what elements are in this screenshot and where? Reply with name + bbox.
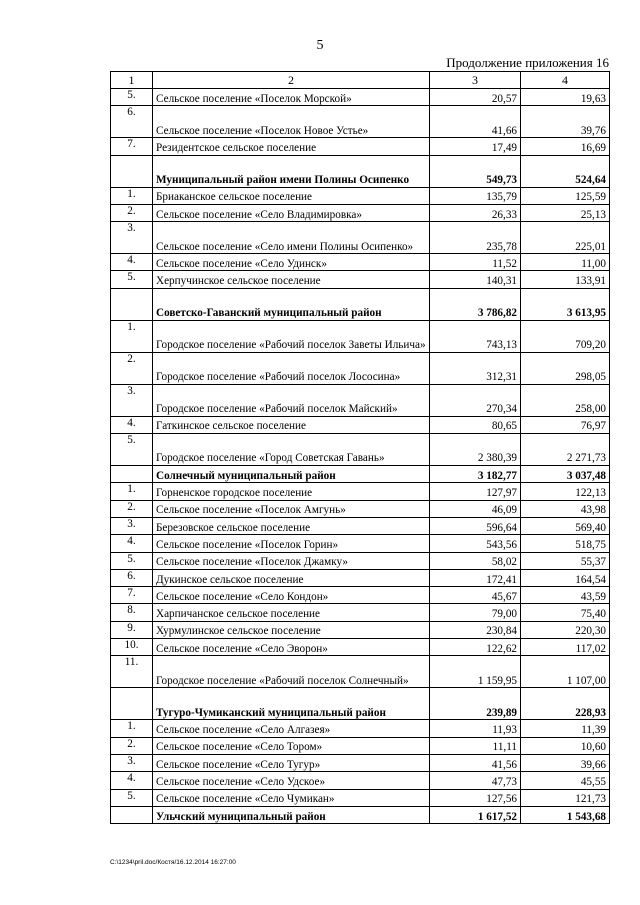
row-value-col4: 45,55 — [521, 772, 610, 789]
row-name: Сельское поселение «Село Алгазея» — [153, 720, 430, 737]
table-row — [111, 639, 610, 656]
table-row — [111, 352, 610, 384]
row-value-col4: 524,64 — [521, 155, 610, 187]
row-value-col3: 1 617,52 — [430, 806, 521, 823]
row-name: Сельское поселение «Поселок Новое Устье» — [153, 106, 430, 138]
row-value-col4: 133,91 — [521, 271, 610, 288]
table-row — [111, 789, 610, 806]
row-value-col3: 41,56 — [430, 754, 521, 771]
row-number: 1. — [111, 483, 153, 500]
row-value-col4: 518,75 — [521, 535, 610, 552]
footer-file-path: C:\1234\pril.doc/Костя/16.12.2014 16:27:00 — [110, 859, 236, 866]
row-name: Горненское городское поселение — [153, 483, 430, 500]
row-number — [111, 288, 153, 320]
row-number: 8. — [111, 604, 153, 621]
row-number: 5. — [111, 89, 153, 106]
row-value-col4: 3 613,95 — [521, 288, 610, 320]
row-value-col4: 228,93 — [521, 688, 610, 720]
row-name: Советско-Гаванский муниципальный район — [153, 288, 430, 320]
row-number: 5. — [111, 552, 153, 569]
row-value-col4: 25,13 — [521, 204, 610, 221]
row-name: Городское поселение «Город Советская Гавань» — [153, 434, 430, 466]
row-value-col4: 220,30 — [521, 621, 610, 638]
row-number: 2. — [111, 737, 153, 754]
row-number: 3. — [111, 222, 153, 254]
row-value-col4: 1 107,00 — [521, 656, 610, 688]
row-value-col4: 3 037,48 — [521, 466, 610, 483]
row-name: Сельское поселение «Село имени Полины Осипенко» — [153, 222, 430, 254]
row-name: Сельское поселение «Село Удское» — [153, 772, 430, 789]
row-value-col3: 3 182,77 — [430, 466, 521, 483]
table-row — [111, 535, 610, 552]
row-value-col3: 596,64 — [430, 517, 521, 534]
row-value-col4: 39,76 — [521, 106, 610, 138]
row-value-col3: 127,56 — [430, 789, 521, 806]
row-value-col4: 164,54 — [521, 569, 610, 586]
row-number: 2. — [111, 500, 153, 517]
row-number: 7. — [111, 587, 153, 604]
row-value-col3: 122,62 — [430, 639, 521, 656]
table-header-row — [111, 72, 610, 89]
row-value-col3: 140,31 — [430, 271, 521, 288]
row-value-col4: 16,69 — [521, 138, 610, 155]
table-row — [111, 187, 610, 204]
row-value-col3: 17,49 — [430, 138, 521, 155]
row-name: Гаткинское сельское поселение — [153, 416, 430, 433]
row-name: Бриаканское сельское поселение — [153, 187, 430, 204]
row-number: 3. — [111, 754, 153, 771]
row-number: 2. — [111, 204, 153, 221]
row-value-col4: 10,60 — [521, 737, 610, 754]
row-value-col3: 11,52 — [430, 254, 521, 271]
row-number: 1. — [111, 720, 153, 737]
row-number: 6. — [111, 106, 153, 138]
header-col-3: 3 — [430, 72, 521, 89]
row-name: Городское поселение «Рабочий поселок Солнечный» — [153, 656, 430, 688]
row-value-col3: 46,09 — [430, 500, 521, 517]
row-name: Сельское поселение «Село Тором» — [153, 737, 430, 754]
table-row — [111, 483, 610, 500]
row-name: Городское поселение «Рабочий поселок Лососина» — [153, 352, 430, 384]
row-value-col4: 39,66 — [521, 754, 610, 771]
row-value-col4: 55,37 — [521, 552, 610, 569]
row-value-col3: 135,79 — [430, 187, 521, 204]
row-value-col3: 79,00 — [430, 604, 521, 621]
data-table — [110, 71, 610, 824]
table-row — [111, 569, 610, 586]
page-number: 5 — [316, 38, 324, 53]
table-row — [111, 254, 610, 271]
row-value-col3: 270,34 — [430, 384, 521, 416]
table-row — [111, 384, 610, 416]
row-name: Березовское сельское поселение — [153, 517, 430, 534]
table-row — [111, 754, 610, 771]
table-row — [111, 587, 610, 604]
table-row — [111, 604, 610, 621]
row-value-col3: 230,84 — [430, 621, 521, 638]
row-value-col3: 20,57 — [430, 89, 521, 106]
table-row — [111, 434, 610, 466]
row-name: Солнечный муниципальный район — [153, 466, 430, 483]
table-row — [111, 656, 610, 688]
row-value-col4: 11,39 — [521, 720, 610, 737]
row-value-col3: 47,73 — [430, 772, 521, 789]
table-row — [111, 517, 610, 534]
row-name: Сельское поселение «Поселок Джамку» — [153, 552, 430, 569]
row-number — [111, 466, 153, 483]
row-number: 4. — [111, 535, 153, 552]
row-name: Городское поселение «Рабочий поселок Заветы Ильича» — [153, 320, 430, 352]
row-number: 5. — [111, 271, 153, 288]
row-number: 5. — [111, 789, 153, 806]
table-row — [111, 204, 610, 221]
row-number: 1. — [111, 320, 153, 352]
table-row — [111, 621, 610, 638]
row-name: Резидентское сельское поселение — [153, 138, 430, 155]
row-value-col4: 19,63 — [521, 89, 610, 106]
row-value-col4: 117,02 — [521, 639, 610, 656]
table-row — [111, 772, 610, 789]
row-number: 9. — [111, 621, 153, 638]
table-row-district — [111, 806, 610, 823]
row-value-col3: 58,02 — [430, 552, 521, 569]
row-value-col4: 258,00 — [521, 384, 610, 416]
row-value-col4: 569,40 — [521, 517, 610, 534]
table-row — [111, 106, 610, 138]
row-value-col3: 1 159,95 — [430, 656, 521, 688]
table-row-district — [111, 288, 610, 320]
row-name: Херпучинское сельское поселение — [153, 271, 430, 288]
row-value-col4: 125,59 — [521, 187, 610, 204]
row-value-col4: 225,01 — [521, 222, 610, 254]
row-value-col3: 239,89 — [430, 688, 521, 720]
row-name: Харпичанское сельское поселение — [153, 604, 430, 621]
table-row-district — [111, 466, 610, 483]
row-value-col4: 122,13 — [521, 483, 610, 500]
table-row — [111, 500, 610, 517]
row-number: 3. — [111, 384, 153, 416]
row-value-col3: 743,13 — [430, 320, 521, 352]
row-number — [111, 155, 153, 187]
row-value-col4: 43,59 — [521, 587, 610, 604]
table-row — [111, 320, 610, 352]
row-value-col4: 121,73 — [521, 789, 610, 806]
row-name: Дукинское сельское поселение — [153, 569, 430, 586]
row-number: 2. — [111, 352, 153, 384]
row-value-col3: 543,56 — [430, 535, 521, 552]
table-row — [111, 89, 610, 106]
table-row — [111, 271, 610, 288]
header-col-4: 4 — [521, 72, 610, 89]
row-name: Сельское поселение «Село Тугур» — [153, 754, 430, 771]
table-row-district — [111, 155, 610, 187]
row-value-col4: 1 543,68 — [521, 806, 610, 823]
row-number: 4. — [111, 254, 153, 271]
header-col-1: 1 — [111, 72, 153, 89]
row-value-col3: 549,73 — [430, 155, 521, 187]
row-name: Сельское поселение «Село Удинск» — [153, 254, 430, 271]
row-number — [111, 688, 153, 720]
row-value-col4: 2 271,73 — [521, 434, 610, 466]
row-value-col4: 709,20 — [521, 320, 610, 352]
row-name: Сельское поселение «Село Эворон» — [153, 639, 430, 656]
row-value-col3: 26,33 — [430, 204, 521, 221]
row-number — [111, 806, 153, 823]
row-name: Тугуро-Чумиканский муниципальный район — [153, 688, 430, 720]
row-name: Сельское поселение «Село Чумикан» — [153, 789, 430, 806]
row-name: Городское поселение «Рабочий поселок Майский» — [153, 384, 430, 416]
table-row — [111, 416, 610, 433]
row-value-col3: 127,97 — [430, 483, 521, 500]
continuation-label: Продолжение приложения 16 — [446, 55, 609, 70]
table-row — [111, 138, 610, 155]
row-value-col3: 11,11 — [430, 737, 521, 754]
row-number: 4. — [111, 416, 153, 433]
row-number: 7. — [111, 138, 153, 155]
row-value-col3: 172,41 — [430, 569, 521, 586]
row-value-col3: 312,31 — [430, 352, 521, 384]
table-row-district — [111, 688, 610, 720]
table-row — [111, 720, 610, 737]
row-number: 1. — [111, 187, 153, 204]
row-value-col3: 3 786,82 — [430, 288, 521, 320]
row-value-col3: 2 380,39 — [430, 434, 521, 466]
row-name: Ульчский муниципальный район — [153, 806, 430, 823]
row-value-col3: 45,67 — [430, 587, 521, 604]
row-name: Сельское поселение «Село Владимировка» — [153, 204, 430, 221]
row-name: Сельское поселение «Поселок Морской» — [153, 89, 430, 106]
row-value-col3: 11,93 — [430, 720, 521, 737]
row-value-col4: 11,00 — [521, 254, 610, 271]
row-number: 4. — [111, 772, 153, 789]
row-name: Сельское поселение «Поселок Горин» — [153, 535, 430, 552]
row-number: 10. — [111, 639, 153, 656]
row-name: Муниципальный район имени Полины Осипенко — [153, 155, 430, 187]
row-value-col4: 76,97 — [521, 416, 610, 433]
row-value-col4: 298,05 — [521, 352, 610, 384]
table-row — [111, 222, 610, 254]
row-value-col3: 235,78 — [430, 222, 521, 254]
row-value-col4: 75,40 — [521, 604, 610, 621]
header-col-2: 2 — [153, 72, 430, 89]
row-name: Сельское поселение «Село Кондон» — [153, 587, 430, 604]
row-name: Сельское поселение «Поселок Амгунь» — [153, 500, 430, 517]
row-number: 5. — [111, 434, 153, 466]
row-number: 11. — [111, 656, 153, 688]
row-number: 3. — [111, 517, 153, 534]
row-value-col3: 41,66 — [430, 106, 521, 138]
row-name: Хурмулинское сельское поселение — [153, 621, 430, 638]
row-value-col4: 43,98 — [521, 500, 610, 517]
table-row — [111, 552, 610, 569]
row-number: 6. — [111, 569, 153, 586]
table-row — [111, 737, 610, 754]
row-value-col3: 80,65 — [430, 416, 521, 433]
